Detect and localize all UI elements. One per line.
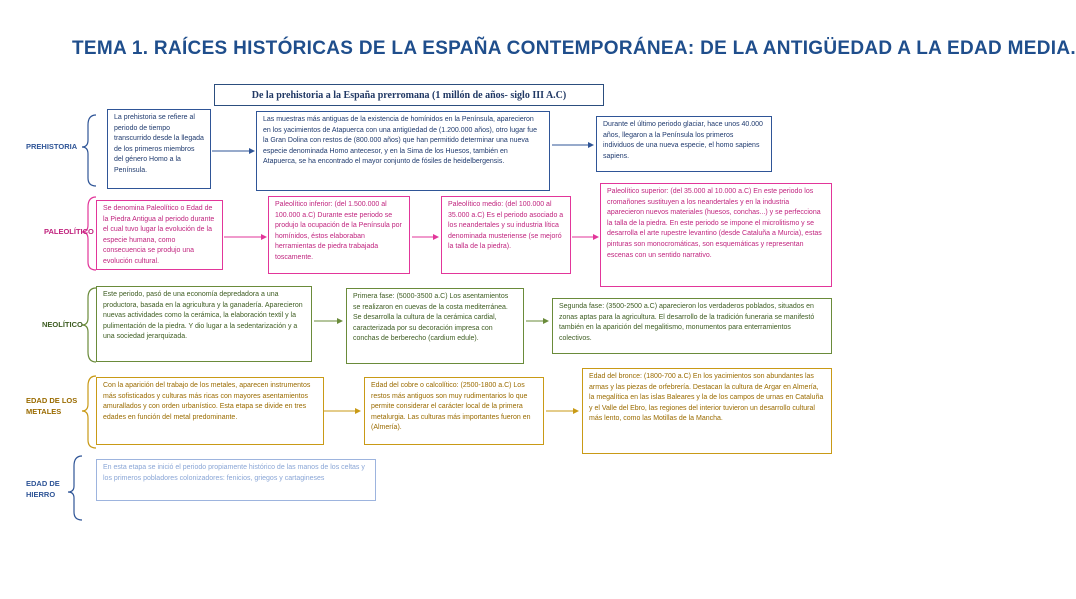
brace-metales — [82, 376, 96, 448]
paleolitico-medio-box: Paleolítico medio: (del 100.000 al 35.000 a.C) Es el periodo asociado a los neandertales y su industria lítica denominada musteriense (se mejoró la talla de la piedra). — [441, 196, 571, 274]
metales-cobre-box: Edad del cobre o calcolítico: (2500-1800 a.C) Los restos más antiguos son muy rudimentarios lo que permite considerar el carácter local de la primera metalurgia. Las culturas más importantes fueron en (Almería). — [364, 377, 544, 445]
neolitico-primera-fase-box: Primera fase: (5000-3500 a.C) Los asentamientos se realizaron en cuevas de la costa mediterránea. Se desarrolla la cultura de la cerámica cardial, caracterizada por su decoración impresa con conchas de berberecho (cardium edule). — [346, 288, 524, 364]
neolitico-definition-box: Este periodo, pasó de una economía depredadora a una productora, basada en la agricultura y la ganadería. Aparecieron nuevas actividades como la cerámica, la elaboración textil y la pulimentación de la piedra. Y dio lugar a la sedentarización y a una sociedad jerarquizada. — [96, 286, 312, 362]
section-subtitle: De la prehistoria a la España prerromana (1 millón de años- siglo III A.C) — [214, 84, 604, 106]
neolitico-segunda-fase-box: Segunda fase: (3500-2500 a.C) aparecieron los verdaderos poblados, situados en zonas aptas para la agricultura. El desarrollo de la tradición funeraria se manifestó también en la aparición del megalitismo, monumentos para enterramientos colectivos. — [552, 298, 832, 354]
page-title: TEMA 1. RAÍCES HISTÓRICAS DE LA ESPAÑA CONTEMPORÁNEA: DE LA ANTIGÜEDAD A LA EDAD MEDIA. — [72, 38, 1076, 59]
label-prehistoria: PREHISTORIA — [26, 142, 78, 151]
metales-bronce-box: Edad del bronce: (1800-700 a.C) En los yacimientos son abundantes las armas y las piezas de orfebrería. Destacan la cultura de Argar en Almería, la megalítica en las islas Baleares y la de los campos de urnas en Cataluña y el Valle del Ebro, las regiones del interior tuvieron un desarrollo cultural más lento, como las Motillas de la Mancha. — [582, 368, 832, 454]
label-metales: EDAD DE LOS METALES — [26, 396, 78, 416]
prehistoria-atapuerca-box: Las muestras más antiguas de la existencia de homínidos en la Península, aparecieron en los yacimientos de Atapuerca con una antigüedad de (1.200.000 años), otro lugar fue la Gran Dolina con restos de (800.000 años) que han permitido determinar una nueva especie denominada Homo antecesor, y en la Sima de los Huesos, también en Atapuerca, se ha encontrado el mayor conjunto de fósiles de heidelbergensis. — [256, 111, 550, 191]
label-paleolitico: PALEOLÍTICO — [44, 227, 94, 236]
brace-prehistoria — [82, 115, 96, 186]
paleolitico-superior-box: Paleolítico superior: (del 35.000 al 10.000 a.C) En este periodo los cromañones sustituyen a los neandertales y en la industria aparecieron nuevos materiales (huesos, conchas...) y se perfecciona la talla de la piedra. En este periodo se impone el microlitismo y se desarrolla el arte rupestre levantino (desde Cataluña a Murcia), estas pinturas son monocromáticas, son esquemáticas y representan escenas con un sentido narrativo. — [600, 183, 832, 287]
brace-neolitico — [82, 288, 96, 362]
label-hierro: EDAD DE HIERRO — [26, 479, 60, 499]
brace-hierro — [68, 456, 82, 520]
metales-definition-box: Con la aparición del trabajo de los metales, aparecen instrumentos más sofisticados y culturas más ricas con mayores asentamientos amurallados y con orden urbanístico. Esta etapa se divide en tres edades en función del metal predominante. — [96, 377, 324, 445]
prehistoria-sapiens-box: Durante el último periodo glaciar, hace unos 40.000 años, llegaron a la Península los primeros individuos de una nueva especie, el homo sapiens sapiens. — [596, 116, 772, 172]
label-neolitico: NEOLÍTICO — [42, 320, 83, 329]
prehistoria-definition-box: La prehistoria se refiere al periodo de tiempo transcurrido desde la llegada de los primeros miembros del género Homo a la Península. — [107, 109, 211, 189]
paleolitico-definition-box: Se denomina Paleolítico o Edad de la Piedra Antigua al periodo durante el cual tuvo lugar la evolución de la especie humana, como consecuencia se produjo una evolución cultural. — [96, 200, 223, 270]
hierro-definition-box: En esta etapa se inició el periodo propiamente histórico de las manos de los celtas y los primeros pobladores colonizadores: fenicios, griegos y cartagineses — [96, 459, 376, 501]
paleolitico-inferior-box: Paleolítico inferior: (del 1.500.000 al 100.000 a.C) Durante este periodo se produjo la ocupación de la Península por homínidos, éstos elaboraban herramientas de piedra trabajada toscamente. — [268, 196, 410, 274]
